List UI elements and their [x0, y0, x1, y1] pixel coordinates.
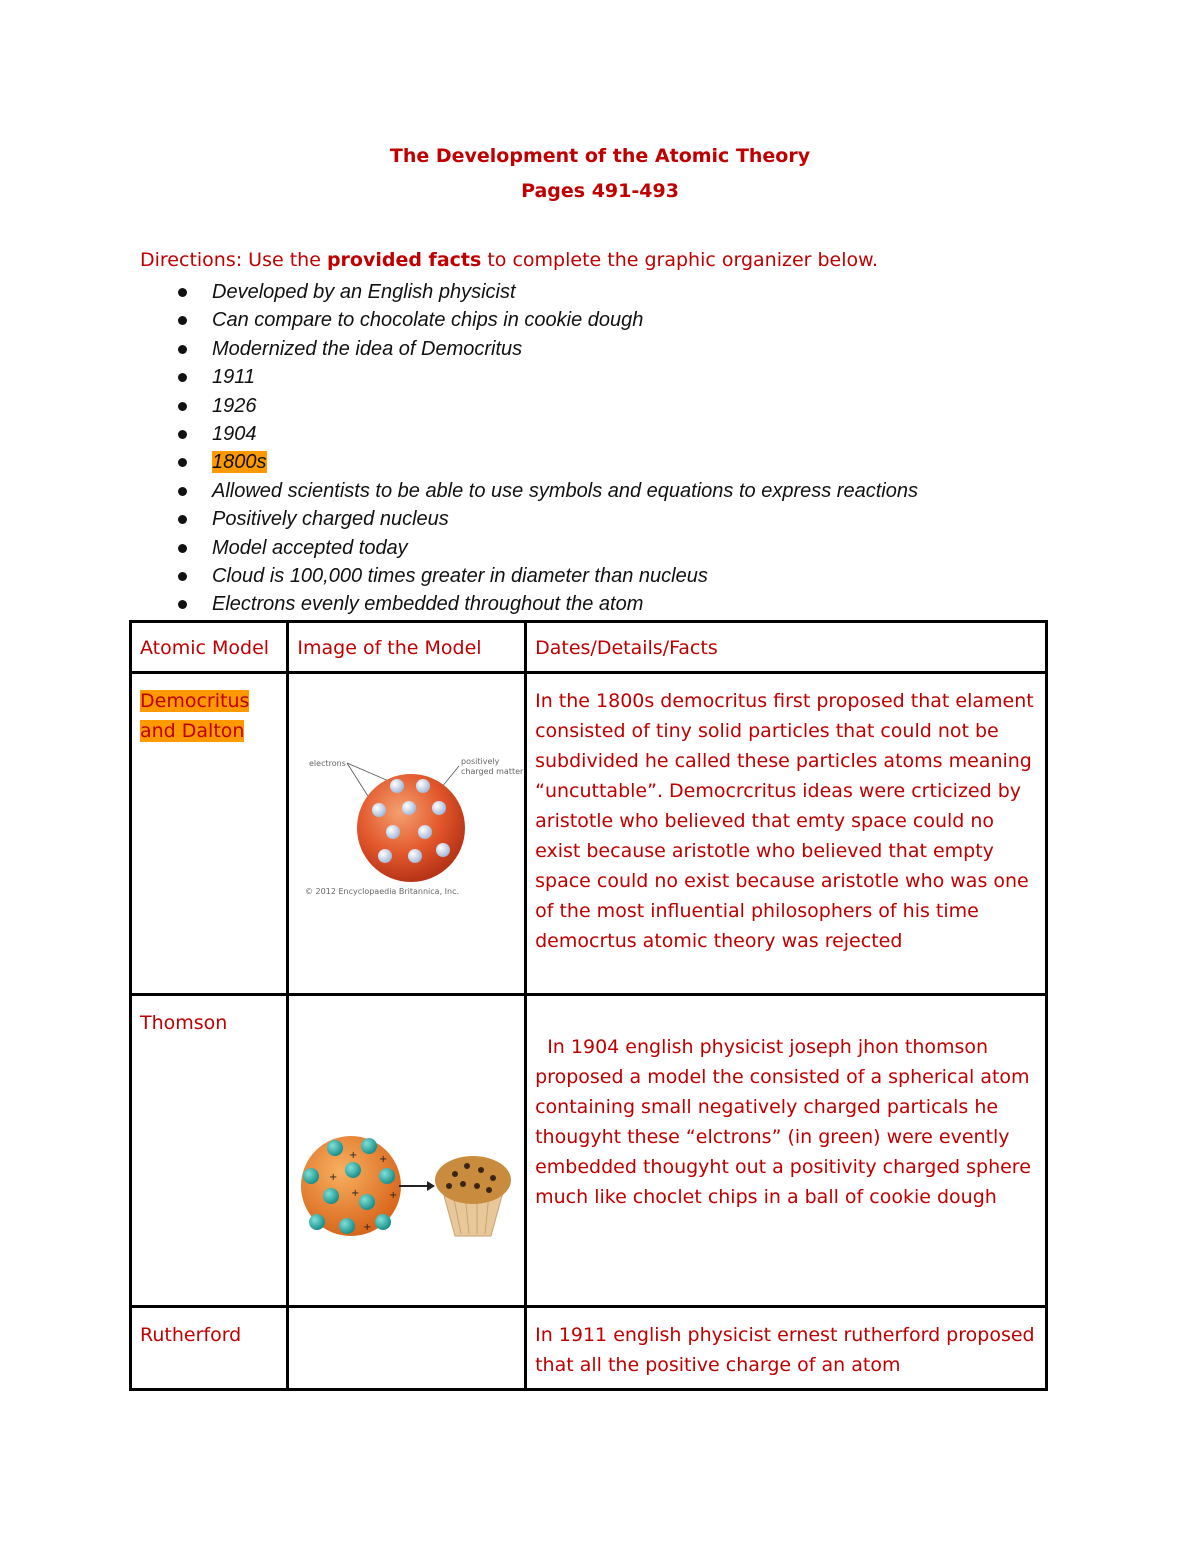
fact-item: 1926: [140, 392, 918, 420]
fact-item: Can compare to chocolate chips in cookie dough: [140, 306, 918, 334]
dalton-atom-image: [295, 744, 524, 904]
label-charged-matter: charged matter: [461, 767, 524, 776]
directions-after: to complete the graphic organizer below.: [481, 249, 878, 271]
fact-item: Model accepted today: [140, 534, 918, 562]
table-row: [131, 673, 1047, 995]
bullet-icon: [178, 600, 187, 609]
model-image-cell: [288, 1307, 526, 1390]
fact-item: Cloud is 100,000 times greater in diameter than nucleus: [140, 562, 918, 590]
bullet-icon: [178, 430, 187, 439]
bullet-icon: [178, 316, 187, 325]
fact-item: Developed by an English physicist: [140, 278, 918, 306]
header-image: Image of the Model: [288, 622, 526, 673]
thomson-plum-pudding-image: [295, 1126, 515, 1246]
header-atomic-model: Atomic Model: [131, 622, 288, 673]
fact-item: 1911: [140, 363, 918, 391]
svg-text:+: +: [389, 1190, 398, 1201]
directions: [140, 249, 878, 271]
model-name-cell: Thomson: [131, 995, 288, 1307]
directions-bold: provided facts: [326, 249, 482, 271]
svg-text:+: +: [329, 1172, 338, 1183]
fact-item: 1904: [140, 420, 918, 448]
svg-text:+: +: [363, 1222, 372, 1233]
bullet-icon: [178, 458, 187, 467]
model-image-cell: [288, 995, 526, 1307]
bullet-icon: [178, 515, 187, 524]
image-credit: © 2012 Encyclopaedia Britannica, Inc.: [305, 887, 460, 896]
fact-item: Allowed scientists to be able to use symbols and equations to express reactions: [140, 477, 918, 505]
bullet-icon: [178, 487, 187, 496]
header-details: Dates/Details/Facts: [526, 622, 1047, 673]
document-title: The Development of the Atomic Theory: [389, 145, 811, 167]
fact-list: [140, 278, 918, 619]
bullet-icon: [178, 345, 187, 354]
fact-item-highlighted: 1800s: [140, 448, 918, 476]
page-range: Pages 491-493: [521, 180, 679, 202]
details-cell: In the 1800s democritus first proposed that elament consisted of tiny solid particles that could not be subdivided he called these particles atoms meaning “uncuttable”. Democrcritus ideas were crticized by aristotle who believed that emty space could no exist because aristotle who believed that empty space could no exist because aristotle who was one of the most influential philosophers of his time democrtus atomic theory was rejected: [526, 673, 1047, 995]
svg-text:+: +: [379, 1154, 388, 1165]
fact-item: Positively charged nucleus: [140, 505, 918, 533]
muffin-icon: [435, 1156, 511, 1236]
details-cell: In 1911 english physicist ernest rutherford proposed that all the positive charge of an atom: [526, 1307, 1047, 1390]
table-header-row: [131, 622, 1047, 673]
table-row: [131, 1307, 1047, 1390]
model-name: Democritus and Dalton: [140, 690, 250, 742]
fact-item: Modernized the idea of Democritus: [140, 335, 918, 363]
bullet-icon: [178, 544, 187, 553]
label-electrons: electrons: [309, 759, 347, 768]
fact-item: Electrons evenly embedded throughout the atom: [140, 590, 918, 618]
model-image-cell: [288, 673, 526, 995]
directions-label: Directions: [140, 249, 236, 271]
model-name-cell: [131, 673, 288, 995]
details-cell: In 1904 english physicist joseph jhon thomson proposed a model the consisted of a spherical atom containing small negatively charged particals he thougyht these “elctrons” (in green) were evently embedded thougyht out a positivity charged sphere much like choclet chips in a ball of cookie dough: [526, 995, 1047, 1307]
bullet-icon: [178, 572, 187, 581]
table-row: [131, 995, 1047, 1307]
bullet-icon: [178, 288, 187, 297]
svg-text:+: +: [349, 1150, 358, 1161]
bullet-icon: [178, 402, 187, 411]
svg-text:+: +: [351, 1188, 360, 1199]
graphic-organizer-table: [129, 620, 1048, 1391]
directions-before: : Use the: [235, 249, 327, 271]
label-positively: positively: [461, 757, 500, 766]
model-name-cell: Rutherford: [131, 1307, 288, 1390]
bullet-icon: [178, 373, 187, 382]
